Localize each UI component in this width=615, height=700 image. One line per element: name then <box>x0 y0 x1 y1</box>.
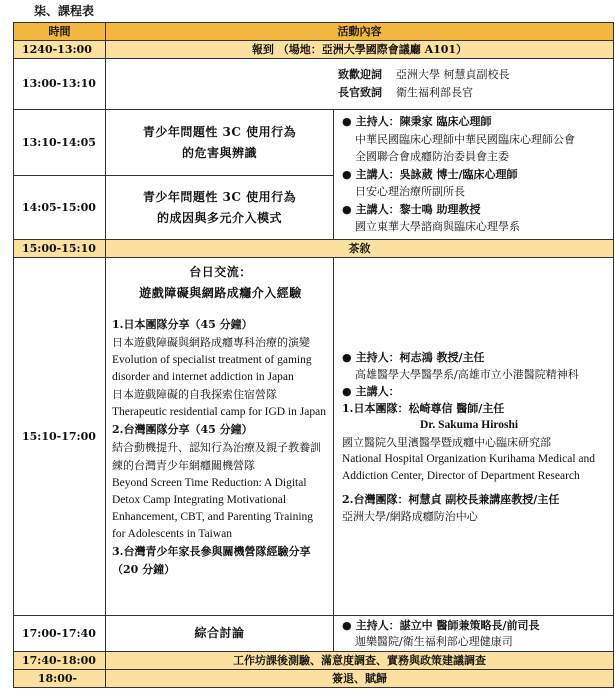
jp-talk-1-en: Evolution of specialist treatment of gaming disorder and internet addiction in Japan <box>112 354 312 383</box>
host-name: 主持人：陳秉家 臨床心理師 <box>355 115 492 129</box>
topic-line-2: 的成因與多元介入模式 <box>156 210 282 225</box>
bullet-icon: ● <box>342 202 352 216</box>
time-cell: 13:00-13:10 <box>14 59 106 110</box>
tw-talk-zh: 結合動機提升、認知行為治療及親子教養訓練的台灣青少年網癮關機營隊 <box>112 441 321 472</box>
time-cell: 13:10-14:05 <box>14 110 106 176</box>
tw-speaker-name: 2.台灣團隊：柯慧貞 副校長兼講座教授/主任 <box>342 492 560 506</box>
workshop-title-2: 遊戲障礙與網路成癮介入經驗 <box>139 286 302 300</box>
experience-duration: （20 分鐘） <box>112 563 176 576</box>
opening-role-1: 致歡迎詞 <box>338 68 382 81</box>
time-cell: 1240-13:00 <box>14 41 106 59</box>
tw-talk-en: Beyond Screen Time Reduction: A Digital Detox Camp Integrating Motivational Enhancement, CBT, and Parenting Training for Adolescents in Taiwan <box>112 477 314 540</box>
workshop-title-1: 台日交流： <box>189 265 252 279</box>
header-time: 時間 <box>14 23 106 41</box>
workshop-speakers <box>334 258 614 616</box>
header-row <box>14 23 614 41</box>
tw-speaker-affiliation: 亞洲大學/網路成癮防治中心 <box>342 509 478 523</box>
row-opening <box>14 59 614 110</box>
experience-heading: 3.台灣青少年家長參與關機營隊經驗分享 <box>112 545 311 558</box>
schedule-table <box>13 22 614 688</box>
tea-break-text: 茶敘 <box>106 240 614 258</box>
workshop-program <box>106 258 334 616</box>
time-cell: 15:10-17:00 <box>14 258 106 616</box>
speaker-1-name: 主講人：吳詠葳 博士/臨床心理師 <box>355 167 518 181</box>
host-affiliation: 高雄醫學大學醫學系/高雄市立小港醫院精神科 <box>355 367 579 381</box>
topic-line-1: 青少年問題性 3C 使用行為 <box>142 124 297 139</box>
host-name: 主持人：諶立中 醫師兼策略長/前司長 <box>355 618 540 632</box>
host-affiliation-1: 中華民國臨床心理師中華民國臨床心理師公會 <box>355 132 575 146</box>
session-1-topic <box>106 110 334 176</box>
bullet-icon: ● <box>342 167 352 181</box>
bullet-icon: ● <box>342 350 352 364</box>
time-cell: 14:05-15:00 <box>14 176 106 240</box>
speaker-1-affiliation: 日安心理治療所副所長 <box>355 185 465 199</box>
jp-speaker-affiliation-en: National Hospital Organization Kurihama Medical and Addiction Center, Director of Department Research <box>342 452 596 482</box>
host-name: 主持人：柯志鴻 教授/主任 <box>355 350 485 364</box>
speaker-2-name: 主講人：黎士鳴 助理教授 <box>355 202 481 216</box>
jp-speaker-english: Dr. Sakuma Hiroshi <box>420 418 519 431</box>
survey-text: 工作坊課後測驗、滿意度調查、實務與政策建議調查 <box>106 652 614 670</box>
time-cell: 17:40-18:00 <box>14 652 106 670</box>
jp-speaker-name: 1.日本團隊：松崎尊信 醫師/主任 <box>342 401 505 415</box>
topic-line-2: 的危害與辨識 <box>181 145 257 160</box>
discussion-host <box>334 616 614 652</box>
opening-person-2: 衛生福利部長官 <box>396 86 473 99</box>
checkin-text: 報到 （場地：亞洲大學國際會議廳 A101） <box>106 41 614 59</box>
time-cell: 18:00- <box>14 670 106 688</box>
discussion-topic: 綜合討論 <box>106 616 334 652</box>
opening-person-1: 亞洲大學 柯慧貞副校長 <box>396 68 510 81</box>
row-discussion <box>14 616 614 652</box>
speaker-2-affiliation: 國立東華大學諮商與臨床心理學系 <box>355 220 520 234</box>
session-2-topic <box>106 176 334 240</box>
row-checkin <box>14 41 614 59</box>
topic-line-1: 青少年問題性 3C 使用行為 <box>142 189 297 204</box>
bullet-icon: ● <box>342 115 352 129</box>
section-title: 柒、課程表 <box>34 4 95 18</box>
time-cell: 15:00-15:10 <box>14 240 106 258</box>
row-closing <box>14 670 614 688</box>
bullet-icon: ● <box>342 618 352 632</box>
jp-talk-1-zh: 日本遊戲障礙與網路成癮專科治療的演變 <box>112 336 310 349</box>
row-tea-break <box>14 240 614 258</box>
opening-role-2: 長官致詞 <box>338 86 382 99</box>
host-affiliation-2: 全國聯合會成癮防治委員會主委 <box>355 150 509 164</box>
jp-talk-2-en: Therapeutic residential camp for IGD in Japan <box>112 406 326 418</box>
speaker-label: 主講人： <box>355 384 400 398</box>
host-affiliation: 迦樂醫院/衛生福利部心理健康司 <box>355 634 513 648</box>
jp-talk-2-zh: 日本遊戲障礙的自我探索住宿營隊 <box>112 388 277 401</box>
row-session-1 <box>14 110 614 176</box>
jp-share-heading: 1.日本團隊分享（45 分鐘） <box>112 318 253 331</box>
closing-text: 簽退、賦歸 <box>106 670 614 688</box>
header-content: 活動內容 <box>106 23 614 41</box>
opening-content <box>106 59 614 110</box>
jp-speaker-affiliation-zh: 國立醫院久里濱醫學暨成癮中心臨床研究部 <box>342 435 551 449</box>
time-cell: 17:00-17:40 <box>14 616 106 652</box>
bullet-icon: ● <box>342 384 352 398</box>
row-workshop <box>14 258 614 616</box>
row-survey <box>14 652 614 670</box>
tw-share-heading: 2.台灣團隊分享（45 分鐘） <box>112 423 253 436</box>
session-1-2-speakers <box>334 110 614 240</box>
